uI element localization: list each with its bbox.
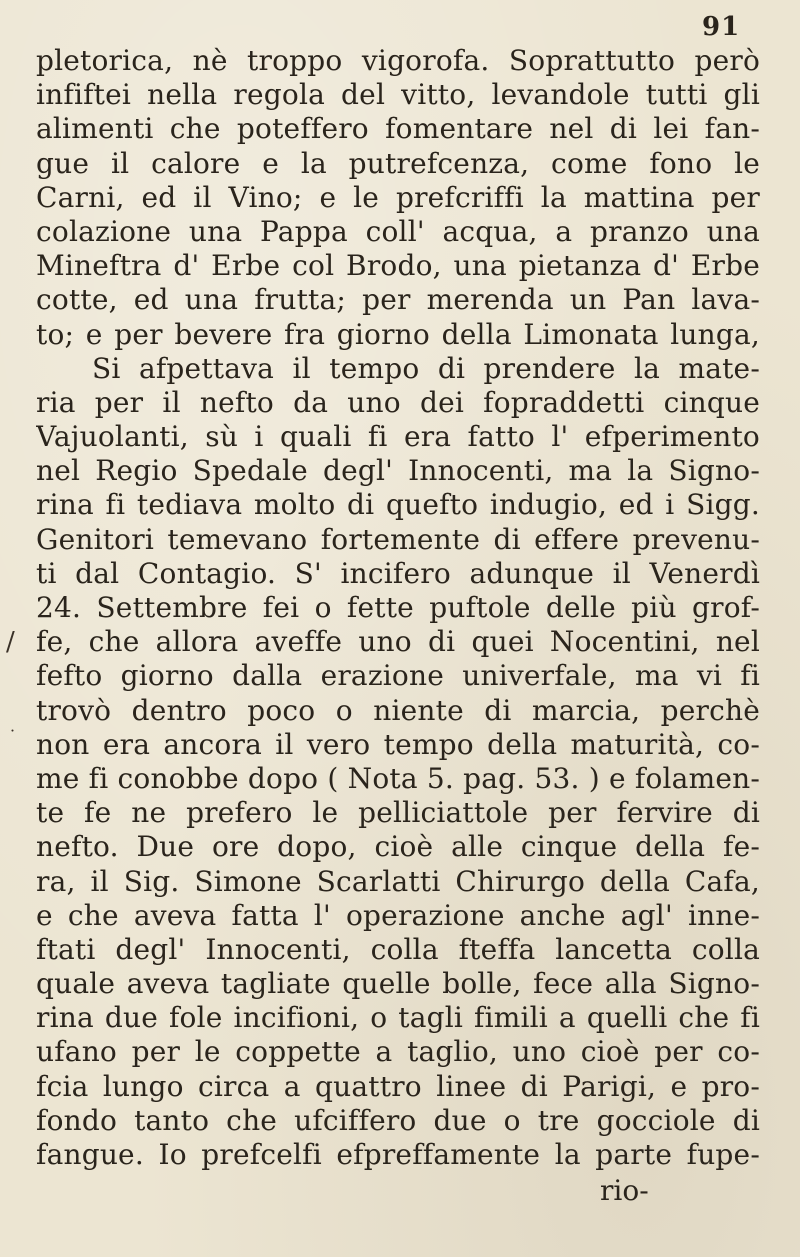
- text-line: to; e per bevere fra giorno della Limonata lunga,: [36, 317, 760, 351]
- text-line: Mineftra d' Erbe col Brodo, una pietanza d' Erbe: [36, 249, 760, 283]
- text-line: te fe ne prefero le pelliciattole per fervire di: [36, 796, 760, 830]
- text-line: ria per il nefto da uno dei fopraddetti cinque: [36, 385, 760, 419]
- text-line: fcia lungo circa a quattro linee di Parigi, e pro-: [36, 1069, 760, 1103]
- text-line: ra, il Sig. Simone Scarlatti Chirurgo della Cafa,: [36, 864, 760, 898]
- text-line: trovò dentro poco o niente di marcia, perchè: [36, 693, 760, 727]
- text-line: 24. Settembre fei o fette puftole delle più grof-: [36, 591, 760, 624]
- body-text: [36, 44, 760, 1172]
- text-line: quale aveva tagliate quelle bolle, fece alla Signo-: [36, 967, 760, 1001]
- text-line: ufano per le coppette a taglio, uno cioè per co-: [36, 1035, 760, 1069]
- text-line: colazione una Pappa coll' acqua, a pranzo una: [36, 214, 760, 248]
- text-line: e che aveva fatta l' operazione anche agl' inne-: [36, 898, 760, 932]
- text-line: Carni, ed il Vino; e le prefcriffi la mattina per: [36, 180, 760, 214]
- margin-mark: ˙: [8, 727, 17, 748]
- text-line: rina due fole incifioni, o tagli fimili a quelli che fi: [36, 1001, 760, 1035]
- text-line: nel Regio Spedale degl' Innocenti, ma la Signo-: [36, 454, 760, 488]
- text-line: fondo tanto che ufciffero due o tre gocciole di: [36, 1103, 760, 1137]
- text-line: me fi conobbe dopo ( Nota 5. pag. 53. ) e folamen-: [36, 761, 760, 795]
- text-line: Genitori temevano fortemente di effere prevenu-: [36, 522, 760, 556]
- text-line: Si afpettava il tempo di prendere la mate-: [92, 351, 760, 385]
- text-line: ftati degl' Innocenti, colla fteffa lancetta colla: [36, 932, 760, 966]
- text-line: fangue. Io prefcelfi efpreffamente la parte fupe-: [36, 1138, 760, 1171]
- catchword: rio-: [600, 1174, 649, 1207]
- page-number: 91: [702, 12, 741, 42]
- text-line: alimenti che poteffero fomentare nel di lei fan-: [36, 112, 760, 146]
- text-line: fe, che allora aveffe uno di quei Nocentini, nel: [36, 625, 760, 659]
- text-line: Vajuolanti, sù i quali fi era fatto l' efperimento: [36, 420, 760, 454]
- text-line: fefto giorno dalla erazione univerfale, ma vi fi: [36, 659, 760, 693]
- text-line: rina fi tediava molto di quefto indugio, ed i Sigg.: [36, 488, 760, 522]
- margin-mark: /: [6, 627, 15, 657]
- text-line: gue il calore e la putrefcenza, come fono le: [36, 146, 760, 180]
- text-line: nefto. Due ore dopo, cioè alle cinque della fe-: [36, 830, 760, 864]
- text-line: ti dal Contagio. S' incifero adunque il Venerdì: [36, 556, 760, 590]
- text-line: non era ancora il vero tempo della maturità, co-: [36, 727, 760, 761]
- text-line: infiftei nella regola del vitto, levandole tutti gli: [36, 78, 760, 112]
- text-line: cotte, ed una frutta; per merenda un Pan lava-: [36, 283, 760, 317]
- text-line: pletorica, nè troppo vigorofa. Soprattutto però: [36, 44, 760, 77]
